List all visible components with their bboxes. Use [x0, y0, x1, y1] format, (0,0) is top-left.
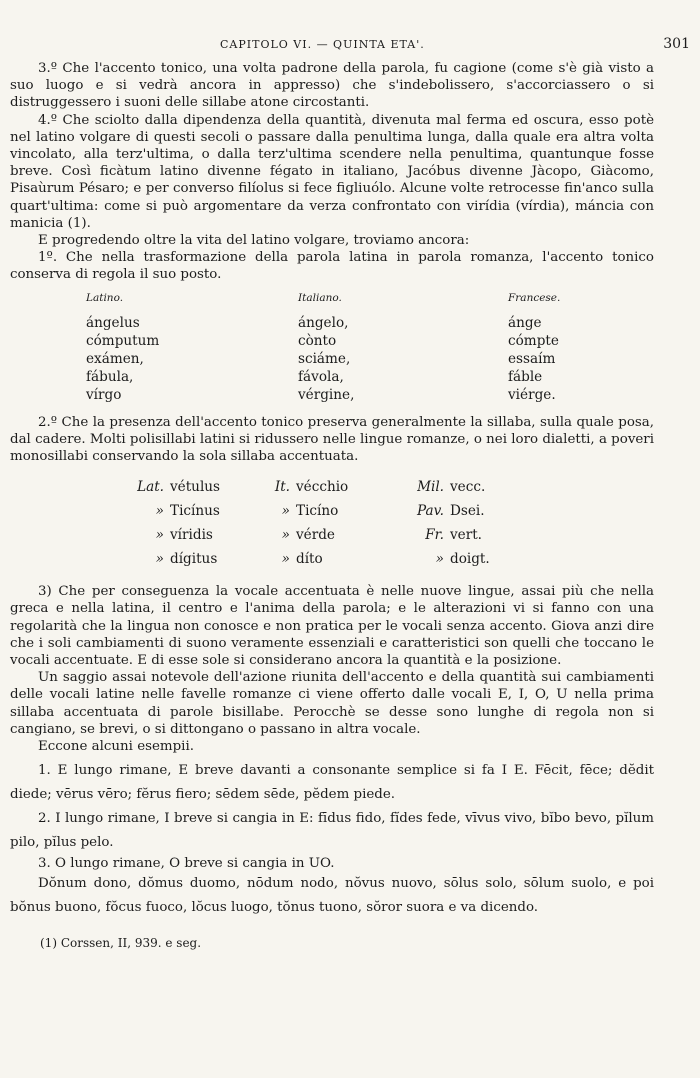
italian-word: vérgine, — [298, 386, 355, 403]
example-e: 1. E lungo rimane, E breve davanti a consonante semplice si fa I E. Fēcit, fēce; dĕdit diede; vērus vēro; fĕrus fiero; sēdem sēde, pĕdem piede. — [10, 763, 654, 803]
italian-word: vérde — [296, 527, 335, 544]
source-word: Ticínus — [170, 503, 220, 520]
table-row — [86, 386, 628, 404]
paragraph-progress: E progredendo oltre la vita del latino volgare, troviamo ancora: — [38, 233, 470, 249]
ditto-mark: » — [155, 503, 164, 520]
dialect-word: vert. — [450, 527, 483, 544]
dialect-word: vecc. — [450, 479, 486, 496]
dialect-word: Dsei. — [450, 503, 485, 520]
latin-word: fábula, — [86, 368, 134, 385]
example-i: 2. I lungo rimane, I breve si cangia in E: fīdus fido, fĭdes fede, vīvus vivo, bĭbo bevo, pĭlum pilo, pĭlus pelo. — [10, 811, 654, 851]
table-row — [86, 350, 628, 368]
language-label: Fr. — [425, 527, 444, 544]
table-row — [128, 499, 510, 523]
page-number: 301 — [663, 36, 690, 52]
paragraph-rule-3: 3) Che per conseguenza la vocale accentuata è nelle nuove lingue, assai più che nella greca e nella latina, il centro e l'anima della parola; e le alterazioni vi si fanno con una regolarità che la lingua non conosce e non pratica per le vocali senza accento. Giova anzi dire che i soli cambiamenti di suono veramente essenziali e caratteristici son quelli che toccano le vocali accentuate. E di esse sole si considerano ancora la quantità e la posizione. — [10, 584, 654, 669]
latin-word: vírgo — [86, 386, 122, 403]
italian-word: vécchio — [296, 479, 349, 496]
ditto-mark: » — [281, 551, 290, 568]
french-word: fáble — [508, 368, 543, 385]
page-header — [10, 34, 690, 54]
source-word: víridis — [170, 527, 213, 544]
paragraph-rule-2: 2.º Che la presenza dell'accento tonico preserva generalmente la sillaba, sulla quale posa, dal cadere. Molti polisillabi latini si ridussero nelle lingue romanze, o nei loro dialetti, a poveri monosillabi conservando la sola sillaba accentuata. — [10, 414, 654, 465]
table-row — [86, 368, 628, 386]
ditto-mark: » — [281, 527, 290, 544]
example-o-words: Dŏnum dono, dŏmus duomo, nōdum nodo, nŏvus nuovo, sōlus solo, sōlum suolo, e poi bŏnus buono, fŏcus fuoco, lŏcus luogo, tŏnus tuono, sŏror suora e va dicendo. — [10, 876, 654, 916]
ditto-mark: » — [281, 503, 290, 520]
latin-word: cómputum — [86, 332, 160, 349]
ditto-mark: » — [155, 527, 164, 544]
dialect-word: doigt. — [450, 551, 490, 568]
paragraph-rule-1: 1º. Che nella trasformazione della parola latina in parola romanza, l'accento tonico conserva di regola il suo posto. — [10, 250, 654, 283]
italian-word: díto — [296, 551, 323, 568]
paragraph-accent-4: 4.º Che sciolto dalla dipendenza della quantità, divenuta mal ferma ed oscura, esso potè nel latino volgare di questi secoli o passare dalla penultima lunga, dalla quale era altra volta vincolato, alla terz'ultima, o dalla terz'ultima scendere nella penultima, quantunque fosse breve. Così ficàtum latino divenne fégato in italiano, Jacóbus divenne Jàcopo, Giàcomo, Pisaùrum Pésaro; e per converso filíolus si fece figliuólo. Alcune volte retrocesse fin'anco sulla quart'ultima: come si può argomentare da verza confrontato con virídia (vírdia), máncia con manicia (1). — [10, 112, 654, 231]
language-label: Pav. — [416, 503, 444, 520]
language-label: Mil. — [417, 479, 444, 496]
table-row — [128, 547, 510, 571]
italian-word: cònto — [298, 332, 337, 349]
running-title: CAPITOLO VI. — QUINTA ETA'. — [220, 38, 425, 51]
italian-word: sciáme, — [298, 350, 351, 367]
column-header-latin: Latino. — [86, 291, 124, 304]
table-row — [128, 523, 510, 547]
paragraph-examples-intro: Eccone alcuni esempii. — [38, 739, 195, 755]
french-word: essaím — [508, 350, 556, 367]
paragraph-accent-3: 3.º Che l'accento tonico, una volta padrone della parola, fu cagione (come s'è già visto a suo luogo e si vedrà ancora in appresso) che s'indebolissero, s'accorciassero o si distruggessero i suoni delle sillabe atone circostanti. — [10, 61, 654, 111]
italian-word: fávola, — [298, 368, 344, 385]
italian-word: Ticíno — [296, 503, 339, 520]
dialect-comparison-table — [128, 475, 510, 571]
french-word: ánge — [508, 314, 542, 331]
footnote: (1) Corssen, II, 939. e seg. — [40, 936, 202, 951]
source-word: vétulus — [170, 479, 221, 496]
french-word: viérge. — [508, 386, 556, 403]
paragraph-vowel-changes: Un saggio assai notevole dell'azione riunita dell'accento e della quantità sui cambiamenti delle vocali latine nelle favelle romanze ci viene offerto dalle vocali E, I, O, U nella prima sillaba accentuata di parole bisillabe. Perocchè se desse sono lunghe di regola non si cangiano, se brevi, o si dittongano o passano in altra vocale. — [10, 670, 654, 737]
latin-word: exámen, — [86, 350, 144, 367]
source-word: dígitus — [170, 551, 218, 568]
example-o-rule: 3. O lungo rimane, O breve si cangia in UO. — [38, 856, 335, 872]
language-label: Lat. — [137, 479, 164, 496]
ditto-mark: » — [435, 551, 444, 568]
column-header-italian: Italiano. — [298, 291, 342, 304]
table-row — [86, 314, 628, 332]
column-header-french: Francese. — [508, 291, 561, 304]
ditto-mark: » — [155, 551, 164, 568]
word-comparison-table — [86, 292, 628, 404]
language-label: It. — [274, 479, 290, 496]
table-row — [86, 332, 628, 350]
table-row — [128, 475, 510, 499]
italian-word: ángelo, — [298, 314, 349, 331]
french-word: cómpte — [508, 332, 559, 349]
latin-word: ángelus — [86, 314, 140, 331]
